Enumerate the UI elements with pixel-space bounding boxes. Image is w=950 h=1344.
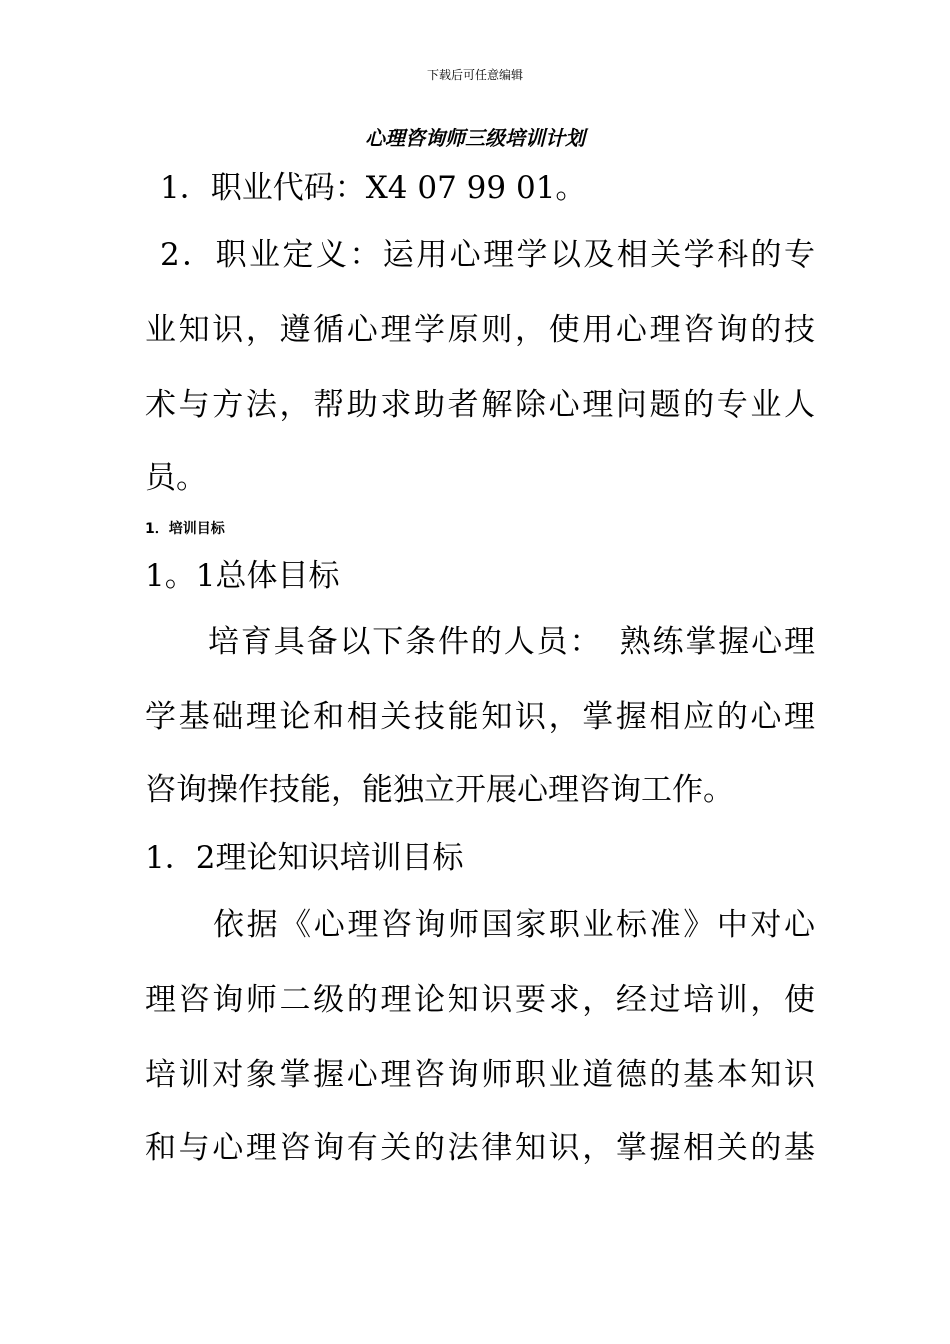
paragraph-line: 理咨询师二级的理论知识要求，经过培训，使 [145, 982, 815, 1018]
subsection-heading: 1．2理论知识培训目标 [145, 840, 464, 876]
paragraph-line: 学基础理论和相关技能知识，掌握相应的心理 [145, 699, 815, 735]
subsection-heading: 1。1总体目标 [145, 558, 340, 594]
paragraph-line: 咨询操作技能，能独立开展心理咨询工作。 [145, 772, 734, 808]
page-header-note: 下载后可任意编辑 [426, 68, 523, 82]
paragraph-line: 1．职业代码：X4 07 99 01。 [160, 170, 587, 206]
paragraph-line: 培训对象掌握心理咨询师职业道德的基本知识 [145, 1057, 815, 1093]
paragraph-line: 培育具备以下条件的人员： 熟练掌握心理 [208, 624, 815, 660]
paragraph-line: 2．职业定义：运用心理学以及相关学科的专 [160, 237, 815, 273]
paragraph-line: 业知识，遵循心理学原则，使用心理咨询的技 [145, 312, 815, 348]
paragraph-line: 依据《心理咨询师国家职业标准》中对心 [213, 907, 815, 943]
paragraph-line: 员。 [145, 460, 207, 496]
paragraph-line: 和与心理咨询有关的法律知识，掌握相关的基 [145, 1130, 815, 1166]
document-title: 心理咨询师三级培训计划 [365, 126, 585, 150]
paragraph-line: 术与方法，帮助求助者解除心理问题的专业人 [145, 387, 815, 423]
section-heading: 1．培训目标 [145, 521, 225, 537]
